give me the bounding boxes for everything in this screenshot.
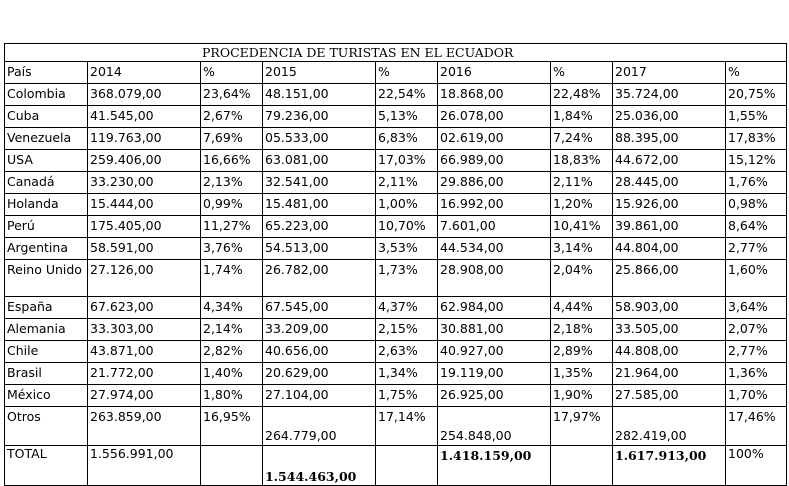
cell-pct-2015: 2,15% — [376, 319, 438, 341]
cell-pct-2017: 1,60% — [726, 260, 787, 297]
cell-pct-2014: 3,76% — [201, 238, 263, 260]
cell-value-2016: 66.989,00 — [438, 150, 551, 172]
cell-country: Venezuela — [5, 128, 88, 150]
cell-pct-2014: 1,80% — [201, 385, 263, 407]
cell-value-2016: 30.881,00 — [438, 319, 551, 341]
cell-pct-2017: 2,77% — [726, 341, 787, 363]
cell-value-2016: 26.078,00 — [438, 106, 551, 128]
total-row — [5, 446, 787, 486]
cell-value-2014: 15.444,00 — [88, 194, 201, 216]
cell-pct-2016: 2,89% — [551, 341, 613, 363]
cell-value-2014: 119.763,00 — [88, 128, 201, 150]
cell-country: Colombia — [5, 84, 88, 106]
cell-value-2015: 15.481,00 — [263, 194, 376, 216]
cell-value-2017: 58.903,00 — [613, 297, 726, 319]
total-value-2017: 1.617.913,00 — [613, 446, 726, 486]
cell-pct-2014: 16,66% — [201, 150, 263, 172]
cell-pct-2016: 1,20% — [551, 194, 613, 216]
total-value-2015: 1.544.463,00 — [263, 446, 376, 486]
cell-country: Perú — [5, 216, 88, 238]
cell-pct-2014: 2,82% — [201, 341, 263, 363]
cell-country: USA — [5, 150, 88, 172]
cell-value-2014: 368.079,00 — [88, 84, 201, 106]
cell-value-2015: 79.236,00 — [263, 106, 376, 128]
cell-pct-2014: 23,64% — [201, 84, 263, 106]
cell-pct-2017: 15,12% — [726, 150, 787, 172]
total-country: TOTAL — [5, 446, 88, 486]
cell-country: México — [5, 385, 88, 407]
cell-pct-2015: 1,73% — [376, 260, 438, 297]
cell-country: Reino Unido — [5, 260, 88, 297]
cell-value-2014: 41.545,00 — [88, 106, 201, 128]
cell-value-2015: 67.545,00 — [263, 297, 376, 319]
cell-pct-2015: 1,34% — [376, 363, 438, 385]
cell-country: Cuba — [5, 106, 88, 128]
table-row — [5, 407, 787, 446]
cell-country: Chile — [5, 341, 88, 363]
cell-value-2014: 21.772,00 — [88, 363, 201, 385]
cell-pct-2015: 1,00% — [376, 194, 438, 216]
cell-value-2017: 27.585,00 — [613, 385, 726, 407]
cell-value-2016: 16.992,00 — [438, 194, 551, 216]
cell-value-2015: 27.104,00 — [263, 385, 376, 407]
total-value-2016: 1.418.159,00 — [438, 446, 551, 486]
cell-value-2017: 39.861,00 — [613, 216, 726, 238]
table-title: PROCEDENCIA DE TURISTAS EN EL ECUADOR — [5, 44, 787, 62]
cell-pct-2015: 2,11% — [376, 172, 438, 194]
cell-value-2014: 58.591,00 — [88, 238, 201, 260]
cell-pct-2016: 1,35% — [551, 363, 613, 385]
cell-value-2017: 44.672,00 — [613, 150, 726, 172]
cell-pct-2017: 1,36% — [726, 363, 787, 385]
table-row — [5, 106, 787, 128]
table-row — [5, 172, 787, 194]
total-pct-2014 — [201, 446, 263, 486]
table-row — [5, 84, 787, 106]
cell-pct-2016: 18,83% — [551, 150, 613, 172]
cell-pct-2017: 1,70% — [726, 385, 787, 407]
column-header: 2014 — [88, 62, 201, 84]
cell-pct-2017: 17,46% — [726, 407, 787, 446]
cell-pct-2014: 0,99% — [201, 194, 263, 216]
cell-pct-2017: 17,83% — [726, 128, 787, 150]
cell-pct-2017: 1,76% — [726, 172, 787, 194]
table-row — [5, 341, 787, 363]
cell-value-2015: 65.223,00 — [263, 216, 376, 238]
cell-country: España — [5, 297, 88, 319]
cell-pct-2015: 6,83% — [376, 128, 438, 150]
cell-country: Alemania — [5, 319, 88, 341]
cell-pct-2016: 2,18% — [551, 319, 613, 341]
cell-pct-2014: 11,27% — [201, 216, 263, 238]
table-row — [5, 128, 787, 150]
cell-pct-2015: 3,53% — [376, 238, 438, 260]
cell-value-2014: 67.623,00 — [88, 297, 201, 319]
cell-value-2016: 44.534,00 — [438, 238, 551, 260]
column-header: 2016 — [438, 62, 551, 84]
total-pct-2017: 100% — [726, 446, 787, 486]
cell-value-2017: 25.866,00 — [613, 260, 726, 297]
table-row — [5, 194, 787, 216]
cell-value-2015: 32.541,00 — [263, 172, 376, 194]
cell-pct-2017: 20,75% — [726, 84, 787, 106]
cell-value-2017: 44.808,00 — [613, 341, 726, 363]
cell-value-2016: 29.886,00 — [438, 172, 551, 194]
cell-pct-2014: 16,95% — [201, 407, 263, 446]
cell-value-2017: 33.505,00 — [613, 319, 726, 341]
cell-pct-2016: 1,84% — [551, 106, 613, 128]
cell-value-2014: 43.871,00 — [88, 341, 201, 363]
column-header: % — [726, 62, 787, 84]
cell-country: Holanda — [5, 194, 88, 216]
table-row — [5, 319, 787, 341]
cell-pct-2015: 4,37% — [376, 297, 438, 319]
total-pct-2016 — [551, 446, 613, 486]
cell-value-2016: 62.984,00 — [438, 297, 551, 319]
cell-pct-2015: 17,03% — [376, 150, 438, 172]
cell-value-2017: 44.804,00 — [613, 238, 726, 260]
cell-value-2015: 20.629,00 — [263, 363, 376, 385]
cell-value-2017: 35.724,00 — [613, 84, 726, 106]
cell-value-2015: 54.513,00 — [263, 238, 376, 260]
total-pct-2015 — [376, 446, 438, 486]
cell-value-2017: 21.964,00 — [613, 363, 726, 385]
column-header: 2015 — [263, 62, 376, 84]
cell-value-2014: 175.405,00 — [88, 216, 201, 238]
cell-value-2016: 40.927,00 — [438, 341, 551, 363]
cell-value-2014: 259.406,00 — [88, 150, 201, 172]
cell-pct-2014: 1,74% — [201, 260, 263, 297]
cell-value-2015: 05.533,00 — [263, 128, 376, 150]
cell-value-2015: 26.782,00 — [263, 260, 376, 297]
tourism-table — [4, 43, 787, 486]
cell-value-2017: 88.395,00 — [613, 128, 726, 150]
cell-value-2016: 7.601,00 — [438, 216, 551, 238]
column-header: % — [376, 62, 438, 84]
total-value-2014: 1.556.991,00 — [88, 446, 201, 486]
cell-value-2015: 33.209,00 — [263, 319, 376, 341]
cell-pct-2014: 7,69% — [201, 128, 263, 150]
cell-pct-2014: 2,13% — [201, 172, 263, 194]
cell-value-2014: 33.303,00 — [88, 319, 201, 341]
table-row — [5, 297, 787, 319]
cell-value-2016: 26.925,00 — [438, 385, 551, 407]
table-row — [5, 150, 787, 172]
cell-country: Otros — [5, 407, 88, 446]
cell-value-2016: 254.848,00 — [438, 407, 551, 446]
column-header: 2017 — [613, 62, 726, 84]
header-row — [5, 62, 787, 84]
cell-value-2015: 40.656,00 — [263, 341, 376, 363]
cell-pct-2015: 10,70% — [376, 216, 438, 238]
cell-pct-2015: 1,75% — [376, 385, 438, 407]
table-row — [5, 363, 787, 385]
cell-pct-2016: 2,11% — [551, 172, 613, 194]
cell-pct-2017: 3,64% — [726, 297, 787, 319]
cell-pct-2017: 0,98% — [726, 194, 787, 216]
cell-value-2017: 282.419,00 — [613, 407, 726, 446]
cell-value-2015: 264.779,00 — [263, 407, 376, 446]
column-header: País — [5, 62, 88, 84]
cell-pct-2016: 2,04% — [551, 260, 613, 297]
table-row — [5, 385, 787, 407]
cell-value-2014: 27.126,00 — [88, 260, 201, 297]
column-header: % — [551, 62, 613, 84]
cell-value-2015: 48.151,00 — [263, 84, 376, 106]
cell-value-2016: 02.619,00 — [438, 128, 551, 150]
column-header: % — [201, 62, 263, 84]
cell-pct-2015: 2,63% — [376, 341, 438, 363]
cell-pct-2017: 1,55% — [726, 106, 787, 128]
table-row — [5, 260, 787, 297]
cell-pct-2015: 5,13% — [376, 106, 438, 128]
cell-pct-2015: 22,54% — [376, 84, 438, 106]
cell-pct-2016: 17,97% — [551, 407, 613, 446]
cell-pct-2016: 3,14% — [551, 238, 613, 260]
cell-value-2014: 263.859,00 — [88, 407, 201, 446]
cell-value-2017: 28.445,00 — [613, 172, 726, 194]
cell-value-2016: 19.119,00 — [438, 363, 551, 385]
cell-pct-2014: 2,14% — [201, 319, 263, 341]
title-row — [5, 44, 787, 62]
cell-value-2014: 33.230,00 — [88, 172, 201, 194]
table-row — [5, 238, 787, 260]
cell-pct-2016: 1,90% — [551, 385, 613, 407]
cell-country: Argentina — [5, 238, 88, 260]
cell-country: Brasil — [5, 363, 88, 385]
cell-pct-2014: 2,67% — [201, 106, 263, 128]
cell-pct-2017: 2,77% — [726, 238, 787, 260]
cell-value-2015: 63.081,00 — [263, 150, 376, 172]
cell-pct-2017: 2,07% — [726, 319, 787, 341]
cell-value-2016: 28.908,00 — [438, 260, 551, 297]
tourism-table-container — [4, 43, 786, 486]
cell-pct-2016: 7,24% — [551, 128, 613, 150]
cell-pct-2017: 8,64% — [726, 216, 787, 238]
cell-value-2017: 25.036,00 — [613, 106, 726, 128]
cell-pct-2016: 4,44% — [551, 297, 613, 319]
cell-pct-2016: 10,41% — [551, 216, 613, 238]
cell-value-2017: 15.926,00 — [613, 194, 726, 216]
cell-pct-2014: 4,34% — [201, 297, 263, 319]
cell-pct-2015: 17,14% — [376, 407, 438, 446]
cell-pct-2016: 22,48% — [551, 84, 613, 106]
cell-value-2016: 18.868,00 — [438, 84, 551, 106]
cell-value-2014: 27.974,00 — [88, 385, 201, 407]
cell-pct-2014: 1,40% — [201, 363, 263, 385]
cell-country: Canadá — [5, 172, 88, 194]
table-row — [5, 216, 787, 238]
